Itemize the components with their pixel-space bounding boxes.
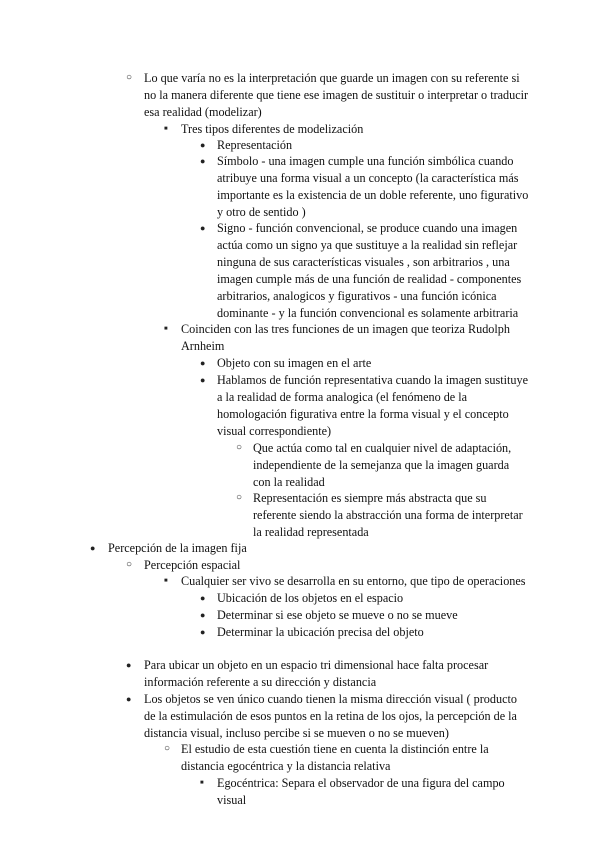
bullet-circle: ○ xyxy=(236,492,243,503)
text-line: importante es la existencia de un doble referente, uno figurativo xyxy=(217,188,529,202)
text-line: atribuye una forma visual a un concepto (la característica más xyxy=(217,171,519,185)
text-line: Signo - función convencional, se produce cuando una imagen xyxy=(217,221,518,235)
text-line: arbitrarios, analogicos y figurativos - una función icónica xyxy=(217,289,497,303)
bullet-circle: ○ xyxy=(126,72,133,83)
text-line: Ubicación de los objetos en el espacio xyxy=(217,591,404,605)
bullet-disc: ● xyxy=(200,223,206,233)
bullet-disc: ● xyxy=(126,660,132,670)
bullet-disc: ● xyxy=(200,610,206,620)
bullet-disc: ● xyxy=(200,627,206,637)
bullet-square: ■ xyxy=(164,578,168,584)
text-line: Símbolo - una imagen cumple una función simbólica cuando xyxy=(217,154,514,168)
bullet-disc: ● xyxy=(90,543,96,553)
text-line: visual xyxy=(217,793,247,807)
bullet-circle: ○ xyxy=(126,559,133,570)
bullet-square: ■ xyxy=(200,780,204,786)
text-line: actúa como un signo ya que sustituye a la realidad sin reflejar xyxy=(217,238,518,252)
text-line: Arnheim xyxy=(181,339,225,353)
text-line: Tres tipos diferentes de modelización xyxy=(181,122,364,136)
bullet-disc: ● xyxy=(200,593,206,603)
text-line: Los objetos se ven único cuando tienen la misma dirección visual ( producto xyxy=(144,692,517,706)
text-line: Determinar si ese objeto se mueve o no se mueve xyxy=(217,608,458,622)
text-line: homologación figurativa entre la forma visual y el concepto xyxy=(217,407,509,421)
bullet-disc: ● xyxy=(200,375,206,385)
text-line: no la manera diferente que tiene ese imagen de sustituir o interpretar o traducir xyxy=(144,88,529,102)
bullet-circle: ○ xyxy=(236,442,243,453)
text-line: Lo que varía no es la interpretación que guarde un imagen con su referente si xyxy=(144,71,520,85)
text-line: referente siendo la abstracción una forma de interpretar xyxy=(253,508,523,522)
text-line: información referente a su dirección y distancia xyxy=(144,675,377,689)
bullet-circle: ○ xyxy=(164,743,171,754)
text-line: ninguna de sus características visuales , son arbitrarios , una xyxy=(217,255,510,269)
text-line: Representación es siempre más abstracta que su xyxy=(253,491,487,505)
text-line: Hablamos de función representativa cuando la imagen sustituye xyxy=(217,373,529,387)
bullet-square: ■ xyxy=(164,326,168,332)
text-line: Objeto con su imagen en el arte xyxy=(217,356,372,370)
text-line: Coinciden con las tres funciones de un imagen que teoriza Rudolph xyxy=(181,322,510,336)
text-line: Egocéntrica: Separa el observador de una figura del campo xyxy=(217,776,505,790)
text-line: Representación xyxy=(217,138,293,152)
text-line: Percepción espacial xyxy=(144,558,241,572)
text-line: esa realidad (modelizar) xyxy=(144,105,262,119)
text-line: Para ubicar un objeto en un espacio tri dimensional hace falta procesar xyxy=(144,658,489,672)
text-line: la realidad representada xyxy=(253,525,369,539)
bullet-disc: ● xyxy=(200,358,206,368)
text-line: distancia visual, incluso percibe si se mueven o no se mueven) xyxy=(144,726,449,740)
text-line: Cualquier ser vivo se desarrolla en su entorno, que tipo de operaciones xyxy=(181,574,526,588)
text-line: dominante - y la función convencional es solamente arbitraria xyxy=(217,306,519,320)
bullet-disc: ● xyxy=(200,156,206,166)
text-line: y otro de sentido ) xyxy=(217,205,306,219)
text-line: El estudio de esta cuestión tiene en cuenta la distinción entre la xyxy=(181,742,489,756)
text-line: distancia egocéntrica y la distancia relativa xyxy=(181,759,391,773)
bullet-square: ■ xyxy=(164,126,168,132)
text-line: Percepción de la imagen fija xyxy=(108,541,247,555)
bullet-disc: ● xyxy=(200,140,206,150)
text-line: visual correspondiente) xyxy=(217,424,332,438)
text-line: Determinar la ubicación precisa del objeto xyxy=(217,625,424,639)
text-line: a la realidad de forma analogica (el fenómeno de la xyxy=(217,390,468,404)
text-line: de la estimulación de esos puntos en la retina de los ojos, la percepción de la xyxy=(144,709,517,723)
text-line: independiente de la semejanza que la imagen guarda xyxy=(253,458,510,472)
text-line: imagen cumple más de una función de realidad - componentes xyxy=(217,272,522,286)
bullet-disc: ● xyxy=(126,694,132,704)
text-line: Que actúa como tal en cualquier nivel de adaptación, xyxy=(253,441,512,455)
text-line: con la realidad xyxy=(253,475,325,489)
